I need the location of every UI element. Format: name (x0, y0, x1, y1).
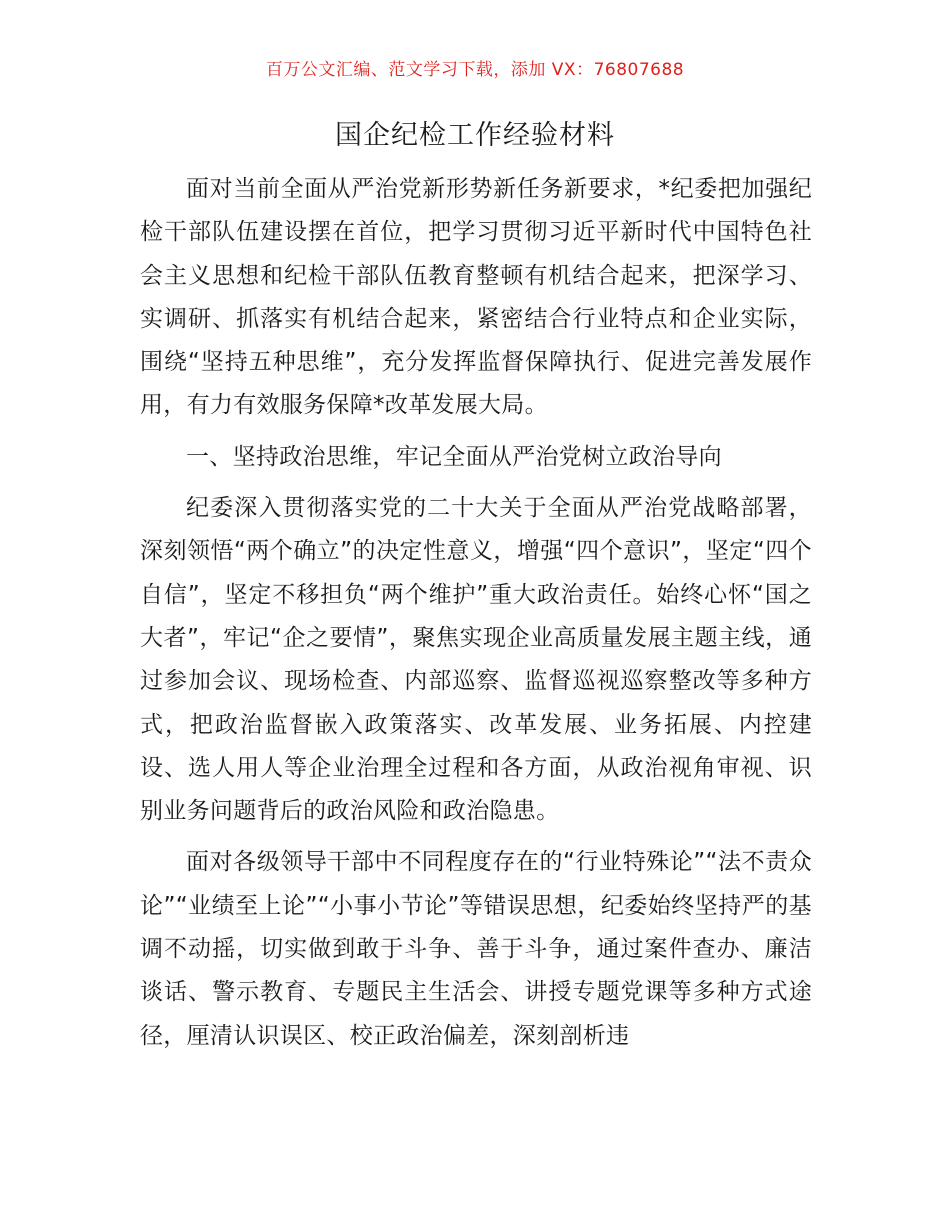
paragraph-political-supervision: 纪委深入贯彻落实党的二十大关于全面从严治党战略部署，深刻领悟“两个确立”的决定性意义，增强“四个意识”，坚定“四个自信”，坚定不移担负“两个维护”重大政治责任。始终心怀“国之大者”，牢记“企之要情”，聚焦实现企业高质量发展主题主线，通过参加会议、现场检查、内部巡察、监督巡视巡察整改等多种方式，把政治监督嵌入政策落实、改革发展、业务拓展、内控建设、选人用人等企业治理全过程和各方面，从政治视角审视、识别业务问题背后的政治风险和政治隐患。 (140, 495, 812, 825)
paragraph-intro: 面对当前全面从严治党新形势新任务新要求，*纪委把加强纪检干部队伍建设摆在首位，把学习贯彻习近平新时代中国特色社会主义思想和纪检干部队伍教育整顿有机结合起来，把深学习、实调研、抓落实有机结合起来，紧密结合行业特点和企业实际，围绕“坚持五种思维”，充分发挥监督保障执行、促进完善发展作用，有力有效服务保障*改革发展大局。 (140, 176, 812, 419)
document-title: 国企纪检工作经验材料 (335, 120, 615, 151)
section-heading-1: 一、坚持政治思维，牢记全面从严治党树立政治导向 (186, 443, 722, 470)
document-body (140, 168, 812, 1058)
paragraph-wrong-ideas: 面对各级领导干部中不同程度存在的“行业特殊论”“法不责众论”“业绩至上论”“小事小节论”等错误思想，纪委始终坚持严的基调不动摇，切实做到敢于斗争、善于斗争，通过案件查办、廉洁谈话、警示教育、专题民主生活会、讲授专题党课等多种方式途径，厘清认识误区、校正政治偏差，深刻剖析违 (140, 849, 812, 1049)
watermark-header: 百万公文汇编、范文学习下载，添加 VX：76807688 (265, 60, 685, 80)
